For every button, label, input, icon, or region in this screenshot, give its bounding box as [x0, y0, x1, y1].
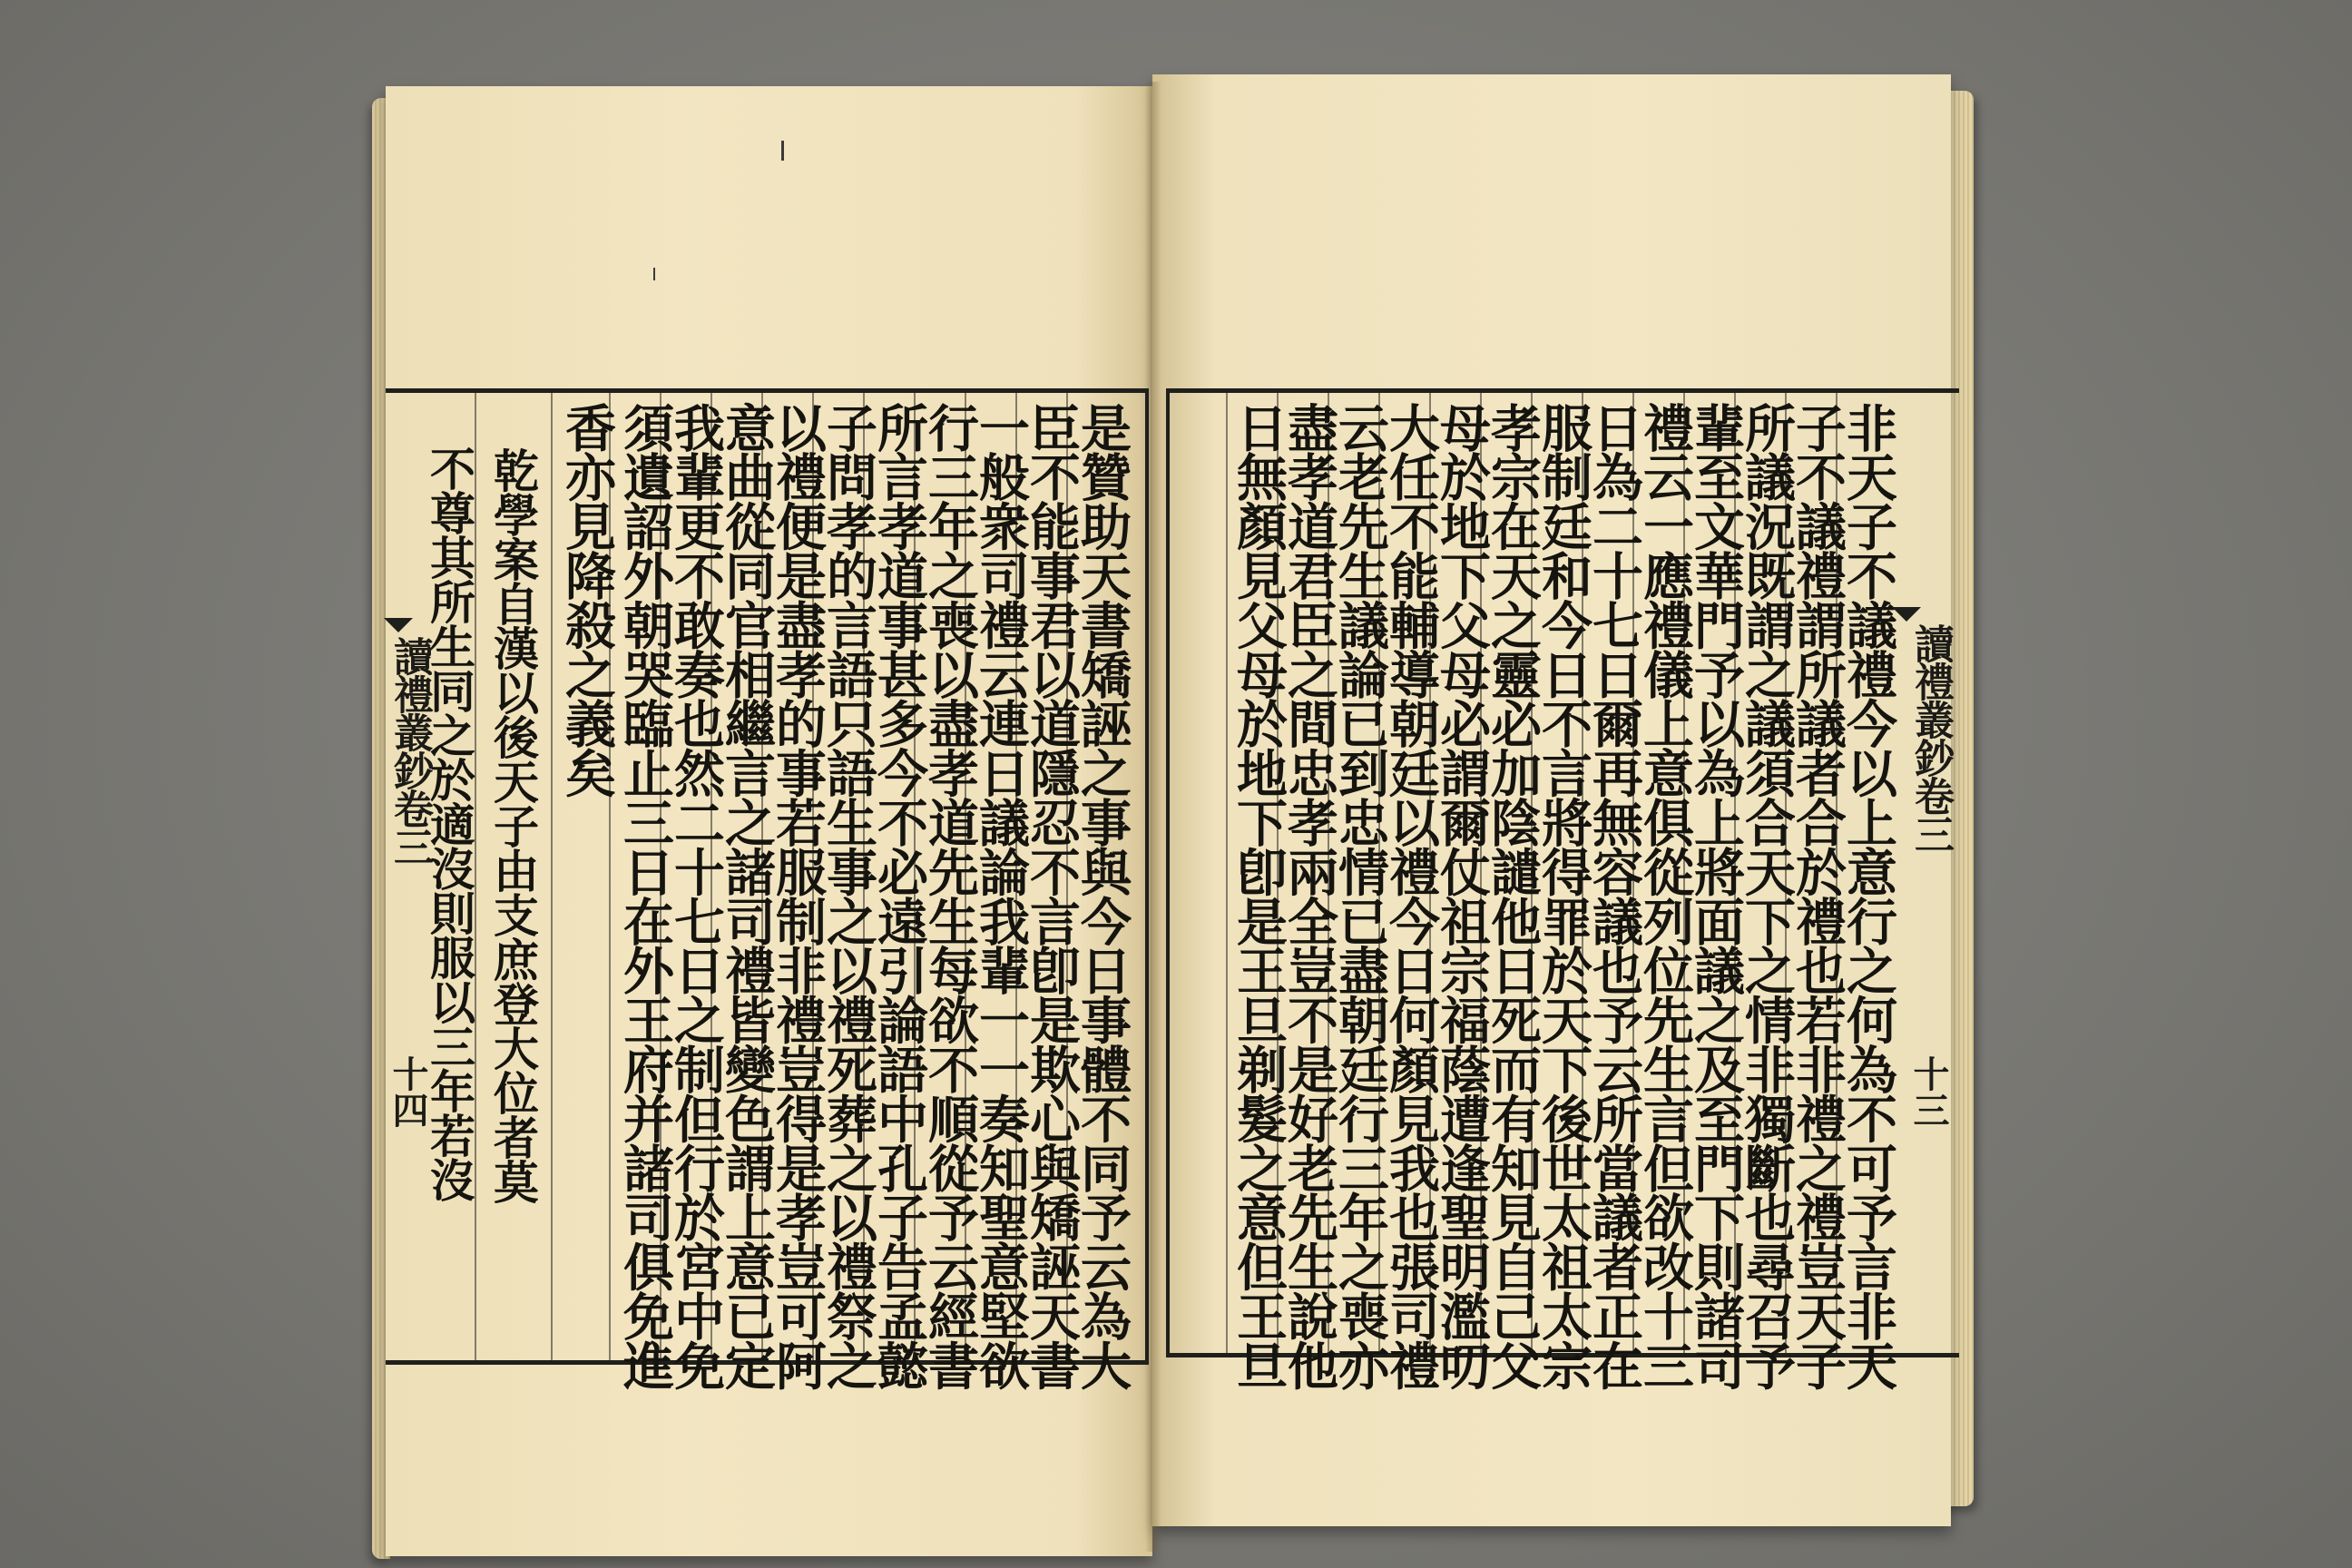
- text-column: 行三年之喪以盡孝道先生每欲不順從予云經書: [920, 402, 980, 1390]
- margin-title: 讀禮叢鈔卷三: [387, 636, 433, 865]
- column-rule: [551, 393, 553, 1360]
- ink-speck: [781, 141, 784, 161]
- fishtail-mark: [1892, 607, 1921, 622]
- text-column: 須遺詔外朝哭臨止三日在外王府并諸司俱免進: [615, 402, 675, 1390]
- text-column: 意曲從同官相繼言之諸司禮皆變色謂上意已定: [717, 402, 777, 1390]
- text-column: 服制廷和今日不言將得罪於天下後世太祖太宗: [1534, 402, 1593, 1390]
- fishtail-mark: [384, 618, 413, 632]
- column-rule: [1226, 393, 1228, 1353]
- text-column: 禮云一應禮儀上意俱從列位先生言但欲改十三: [1635, 402, 1695, 1390]
- folio-number: 十四: [387, 1055, 429, 1128]
- text-column: 所議況既謂之議須合天下之情非獨斷也尋召予: [1737, 402, 1797, 1390]
- folio-number: 十三: [1907, 1055, 1950, 1128]
- text-column: 大任不能輔導朝廷以禮今日何顏見我也張司禮: [1381, 402, 1441, 1390]
- text-column: 子不議禮謂所議者合於禮也若非禮之禮豈天子: [1788, 402, 1847, 1390]
- text-column: 我輩更不敢奏也然二十七日之制但行於宮中免: [666, 402, 726, 1390]
- commentary-column: 乾學案自漢以後天子由支庶登大位者莫: [486, 447, 540, 1203]
- text-column: 香亦見降殺之義矣: [557, 402, 617, 798]
- commentary-column: 不尊其所生同之於適沒則服以三年若沒: [423, 446, 476, 1201]
- text-column: 孝宗在天之靈必加陰譴他日死而有知見自己父: [1483, 402, 1543, 1390]
- text-column: 日為二十七日爾再無容議也予云所當議者正在: [1584, 402, 1644, 1390]
- text-column: 日無顏見父母於地下卽是王旦剃髮之意但王旦: [1229, 402, 1289, 1390]
- ink-speck: [653, 268, 655, 280]
- text-column: 臣不能事君以道隱忍不言卽是欺心與矯誣天書: [1022, 402, 1082, 1390]
- text-column: 是贊助天書矯誣之事與今日事體不同予云為大: [1073, 402, 1132, 1390]
- margin-title: 讀禮叢鈔卷三: [1907, 623, 1954, 852]
- text-column: 子問孝的言語只語生事之以禮死葬之以禮祭之: [818, 402, 878, 1390]
- text-column: 輩至文華門予以為上將面議之及至門下則諸司: [1686, 402, 1746, 1390]
- left-text-frame: [386, 388, 1149, 1390]
- text-column: 非天子不議禮今以上意行之何為不可予言非天: [1838, 402, 1898, 1390]
- text-column: 云老先生議論已到忠情已盡朝廷行三年之喪亦: [1330, 402, 1390, 1390]
- right-text-frame: [1166, 388, 1959, 1390]
- text-column: 一般衆司禮云連日議論我輩一一奏知聖意堅欲: [971, 402, 1031, 1390]
- text-column: 母於地下父母必謂爾仗祖宗福蔭遭逢聖明濫叨: [1432, 402, 1492, 1390]
- text-column: 盡孝道君臣之間忠孝兩全豈不是好老先生說他: [1279, 402, 1339, 1390]
- text-column: 以禮便是盡孝的事若服制非禮豈得是孝豈可阿: [768, 402, 828, 1390]
- text-column: 所言孝道事甚多今不必遠引論語中孔子告孟懿: [869, 402, 929, 1390]
